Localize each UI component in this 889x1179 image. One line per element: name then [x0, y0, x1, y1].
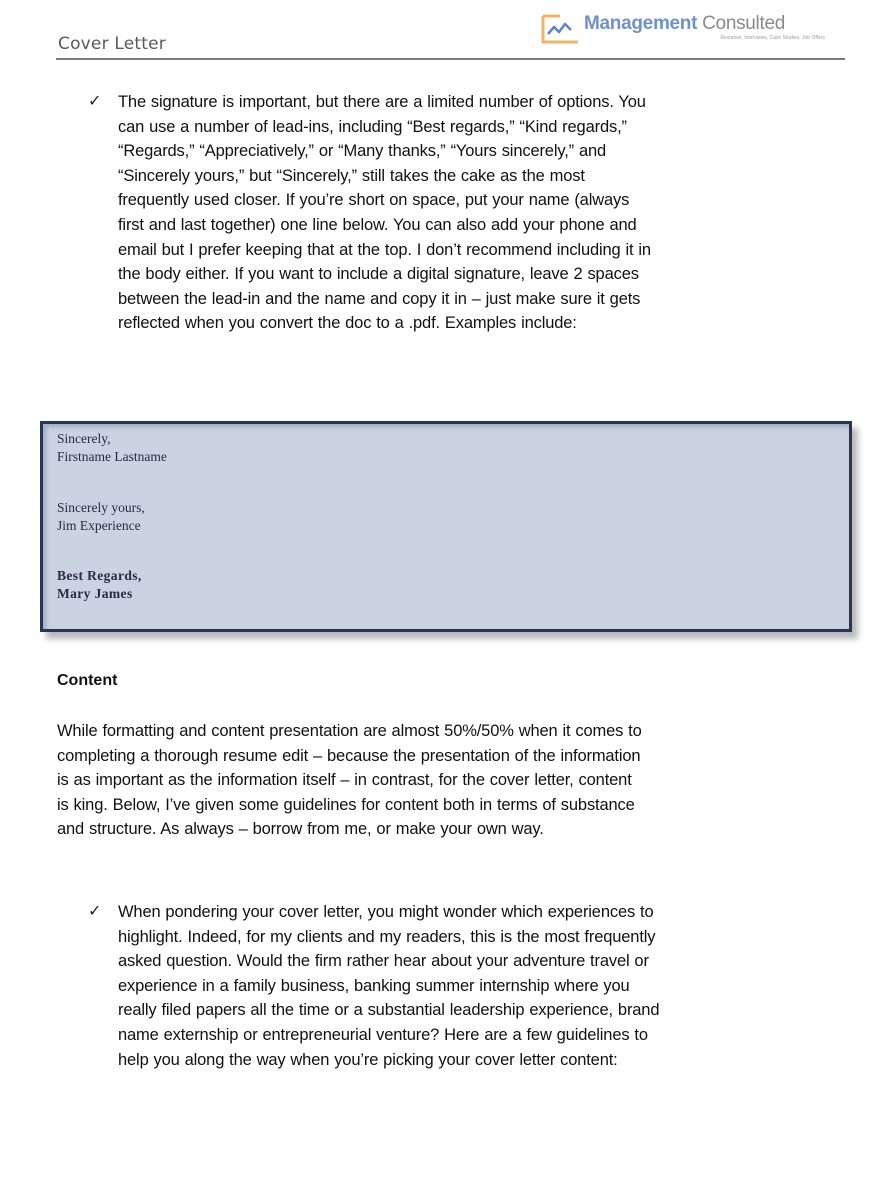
text-line: help you along the way when you’re picking your cover letter content:: [118, 1050, 618, 1069]
text-line: is king. Below, I’ve given some guidelines for content both in terms of substance: [57, 795, 635, 814]
page-title: Cover Letter: [58, 34, 166, 54]
signature-example: [57, 430, 167, 466]
text-line: the body either. If you want to include a digital signature, leave 2 spaces: [118, 265, 639, 284]
text-line: asked question. Would the firm rather hear about your adventure travel or: [118, 952, 649, 971]
bullet-signature-tip: [88, 90, 848, 336]
checkmark-icon: ✓: [88, 903, 102, 920]
text-line: While formatting and content presentation are almost 50%/50% when it comes to: [57, 722, 642, 740]
signature-example: [57, 499, 145, 535]
signature-example: [57, 567, 142, 603]
bullet-text: [118, 90, 848, 336]
text-line: highlight. Indeed, for my clients and my readers, this is the most frequently: [118, 927, 656, 946]
text-line: first and last together) one line below. You can also add your phone and: [118, 215, 637, 234]
text-line: between the lead-in and the name and copy it in – just make sure it gets: [118, 289, 641, 308]
text-line: experience in a family business, banking summer internship where you: [118, 976, 630, 995]
bullet-text: [118, 900, 848, 1072]
text-line: completing a thorough resume edit – because the presentation of the information: [57, 746, 641, 765]
signature-name: Mary James: [57, 586, 133, 601]
text-line: and structure. As always – borrow from me, or make your own way.: [57, 820, 544, 839]
header-divider: [56, 58, 845, 60]
text-line: When pondering your cover letter, you might wonder which experiences to: [118, 903, 654, 921]
logo-wordmark: [584, 13, 785, 35]
text-line: email but I prefer keeping that at the top. I don’t recommend including it in: [118, 240, 651, 259]
signature-closing: Best Regards,: [57, 568, 142, 583]
text-line: can use a number of lead-ins, including “Best regards,” “Kind regards,”: [118, 117, 627, 136]
page-header: [56, 0, 845, 60]
chart-line-logo-icon: [540, 14, 580, 44]
text-line: name externship or entrepreneurial venture? Here are a few guidelines to: [118, 1025, 648, 1044]
signature-name: Jim Experience: [57, 518, 141, 533]
bullet-experience-tip: [88, 900, 848, 1072]
section-heading-content: Content: [57, 672, 118, 689]
logo-tagline: Resumes, Interviews, Case Studies, Job Offers: [720, 35, 825, 41]
management-consulted-logo: [540, 10, 845, 48]
text-line: “Sincerely yours,” but “Sincerely,” still takes the cake as the most: [118, 166, 585, 185]
checkmark-icon: ✓: [88, 93, 102, 110]
text-line: reflected when you convert the doc to a .pdf. Examples include:: [118, 314, 577, 333]
signature-name: Firstname Lastname: [57, 449, 167, 464]
signature-closing: Sincerely yours,: [57, 500, 145, 515]
text-line: frequently used closer. If you’re short on space, put your name (always: [118, 191, 630, 210]
text-line: is as important as the information itself – in contrast, for the cover letter, content: [57, 771, 632, 790]
text-line: really filed papers all the time or a substantial leadership experience, brand: [118, 1001, 660, 1020]
signature-examples-box: [40, 421, 852, 632]
text-line: “Regards,” “Appreciatively,” or “Many thanks,” “Yours sincerely,” and: [118, 142, 607, 161]
signature-closing: Sincerely,: [57, 431, 111, 446]
logo-word-consulted: Consulted: [702, 13, 785, 34]
logo-word-management: Management: [584, 13, 698, 34]
text-line: The signature is important, but there are a limited number of options. You: [118, 93, 646, 111]
content-paragraph: [57, 719, 852, 842]
